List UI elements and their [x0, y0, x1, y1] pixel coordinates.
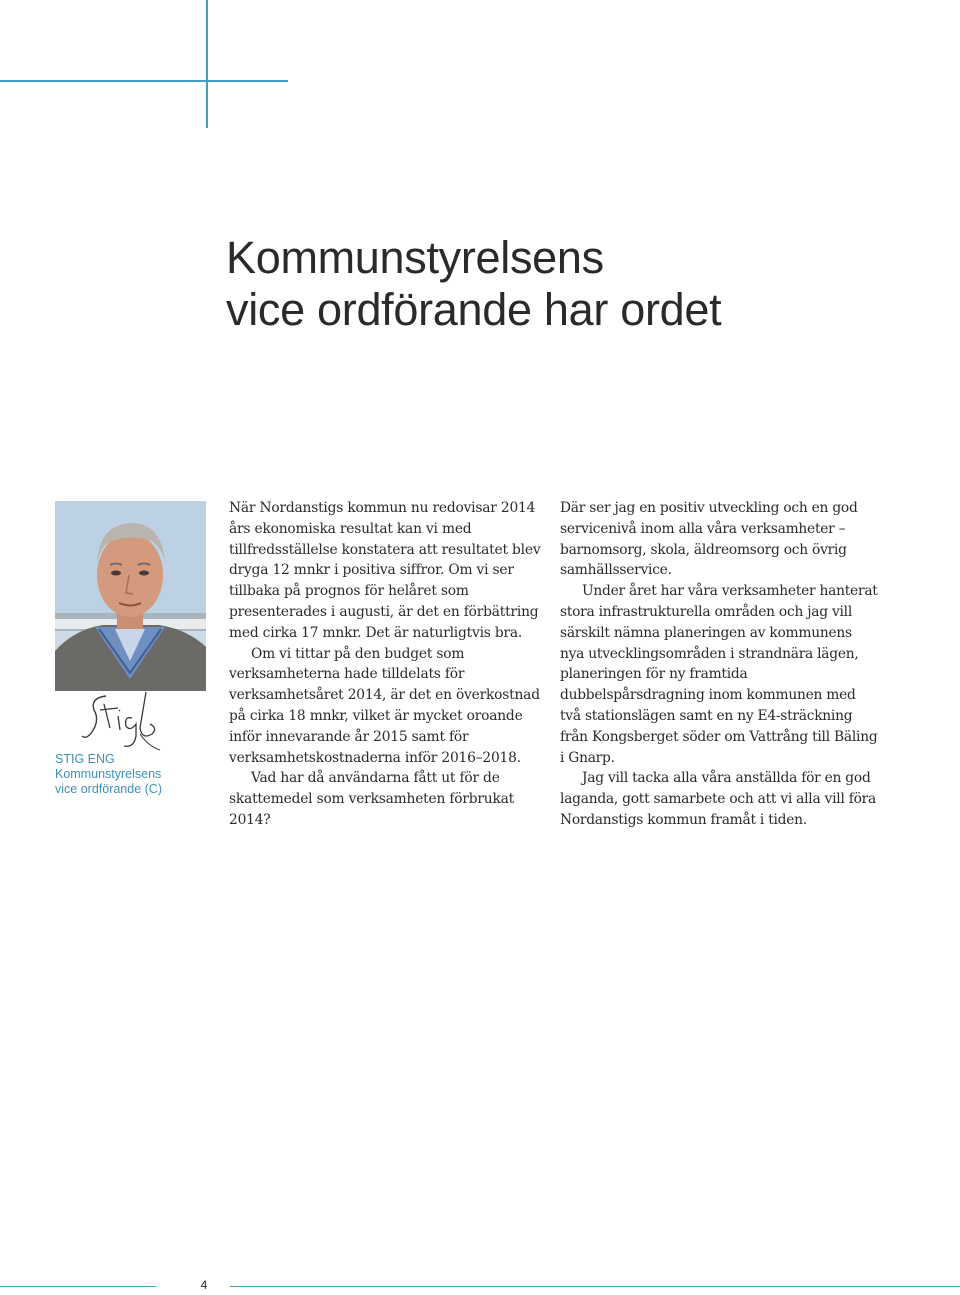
paragraph: Där ser jag en positiv utveckling och en god servicenivå inom alla våra verksamheter – barnomsorg, skola, äldreomsorg och övrig samhällsservice.: [560, 500, 858, 579]
heading-line-2: vice ordförande har ordet: [226, 284, 722, 335]
signature-image: [80, 688, 162, 754]
page-number: 4: [200, 1278, 208, 1292]
heading-line-1: Kommunstyrelsens: [226, 232, 604, 283]
body-column-1: [229, 498, 547, 831]
crop-mark-horizontal: [0, 80, 288, 82]
caption-role-line-1: Kommunstyrelsens: [55, 767, 162, 781]
paragraph: Om vi tittar på den budget som verksamheterna hade tilldelats för verksamhetsåret 2014, är det en överkostnad på cirka 18 mnkr, vilket är mycket oroande inför innevarande år 2015 samt för verksamhetskostnaderna inför 2016–2018.: [229, 645, 540, 766]
caption-name: STIG ENG: [55, 752, 115, 766]
crop-mark-vertical: [206, 0, 208, 128]
photo-caption: [55, 752, 162, 797]
paragraph: När Nordanstigs kommun nu redovisar 2014 års ekonomiska resultat kan vi med tillfredsställelse konstatera att resultatet blev dryga 12 mnkr i positiva siffror. Om vi ser tillbaka på prognos för helåret som presenterades i augusti, är det en förbättring med cirka 17 mnkr. Det är naturligtvis bra.: [229, 500, 541, 641]
paragraph: Under året har våra verksamheter hanterat stora infrastrukturella områden och jag vill särskilt nämna planeringen av kommunens nya utvecklingsområden i strandnära lägen, planeringen för ny framtida dubbelspårsdragning inom kommunen med två stationslägen samt en ny E4-sträckning från Kongsberget söder om Vattrång till Bäling i Gnarp.: [560, 583, 878, 766]
portrait-photo: [55, 501, 206, 691]
body-column-2: [560, 498, 878, 831]
footer-rule-right: [230, 1286, 960, 1287]
paragraph: Vad har då användarna fått ut för de skattemedel som verksamheten förbrukat 2014?: [229, 770, 515, 828]
caption-role-line-2: vice ordförande (C): [55, 782, 162, 796]
paragraph: Jag vill tacka alla våra anställda för en god laganda, gott samarbete och att vi alla vill föra Nordanstigs kommun framåt i tiden.: [560, 770, 876, 828]
portrait-illustration: [55, 501, 206, 691]
page-heading: [226, 232, 721, 336]
footer-rule-left: [0, 1286, 156, 1287]
